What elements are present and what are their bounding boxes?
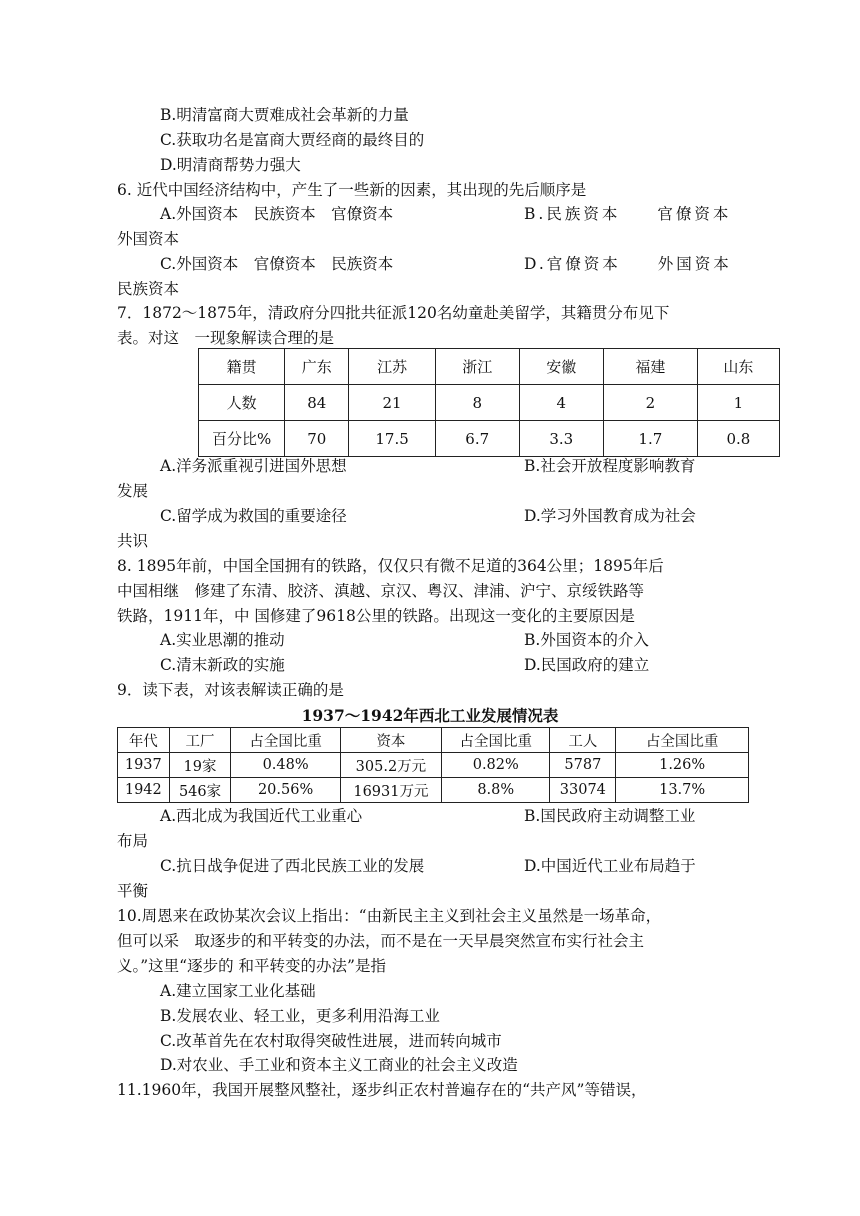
table-cell: 资本 (340, 728, 441, 753)
table-cell: 浙江 (435, 349, 519, 385)
table-cell: 21 (349, 385, 435, 421)
option-c: C.获取功名是富商大贾经商的最终目的 (160, 131, 425, 149)
table-cell: 3.3 (519, 421, 603, 457)
q9-option-c: C.抗日战争促进了西北民族工业的发展 (160, 857, 425, 875)
q7-option-b-wrap: 发展 (117, 482, 149, 500)
table-row (199, 421, 780, 457)
q10-option-b: B.发展农业、轻工业，更多利用沿海工业 (160, 1007, 440, 1025)
table-cell: 百分比% (199, 421, 285, 457)
q8-option-c: C.清末新政的实施 (160, 656, 285, 674)
table-cell: 占全国比重 (231, 728, 340, 753)
table-row (118, 753, 749, 778)
enrollment-origin-table (198, 348, 780, 457)
question-8-stem-line1: 8. 1895年前，中国全国拥有的铁路，仅仅只有微不足道的364公里；1895年后 (117, 557, 664, 575)
q7-option-b: B.社会开放程度影响教育 (524, 457, 696, 475)
table-cell: 20.56% (231, 778, 340, 803)
q9-option-b-wrap: 布局 (117, 832, 149, 850)
q10-option-a: A.建立国家工业化基础 (160, 982, 316, 1000)
table-cell: 8.8% (442, 778, 550, 803)
table-cell: 1.26% (616, 753, 749, 778)
table-cell: 1937 (118, 753, 170, 778)
q6-option-a: A.外国资本 民族资本 官僚资本 (160, 205, 394, 223)
table-cell: 年代 (118, 728, 170, 753)
table-cell: 13.7% (616, 778, 749, 803)
q9-option-d-wrap: 平衡 (117, 882, 149, 900)
table-row (199, 385, 780, 421)
q6-option-d-wrap: 民族资本 (117, 280, 180, 298)
table-cell: 籍贯 (199, 349, 285, 385)
table-cell: 山东 (697, 349, 779, 385)
q9-option-b: B.国民政府主动调整工业 (524, 807, 696, 825)
q9-option-a: A.西北成为我国近代工业重心 (160, 807, 363, 825)
table-cell: 江苏 (349, 349, 435, 385)
q8-option-b: B.外国资本的介入 (524, 631, 649, 649)
table-row (118, 728, 749, 753)
table-row (199, 349, 780, 385)
question-8-stem-line3: 铁路，1911年，中 国修建了9618公里的铁路。出现这一变化的主要原因是 (117, 607, 635, 625)
table-cell: 人数 (199, 385, 285, 421)
q6-option-c: C.外国资本 官僚资本 民族资本 (160, 255, 394, 273)
question-11-stem-line1: 11.1960年，我国开展整风整社，逐步纠正农村普遍存在的“共产风”等错误， (117, 1081, 647, 1099)
table-cell: 安徽 (519, 349, 603, 385)
table-cell: 8 (435, 385, 519, 421)
table-cell: 33074 (550, 778, 616, 803)
table-cell: 占全国比重 (616, 728, 749, 753)
option-d: D.明清商帮势力强大 (160, 156, 301, 174)
q7-option-a: A.洋务派重视引进国外思想 (160, 457, 347, 475)
table-cell: 工人 (550, 728, 616, 753)
table-cell: 1.7 (603, 421, 697, 457)
table-cell: 0.48% (231, 753, 340, 778)
table-cell: 0.82% (442, 753, 550, 778)
q8-option-d: D.民国政府的建立 (524, 656, 650, 674)
q7-option-c: C.留学成为救国的重要途径 (160, 507, 347, 525)
table-cell: 1 (697, 385, 779, 421)
q6-option-b: B.民族资本 官僚资本 (524, 205, 732, 223)
table-cell: 16931万元 (340, 778, 441, 803)
q8-option-a: A.实业思潮的推动 (160, 631, 285, 649)
question-9-stem: 9．读下表，对该表解读正确的是 (117, 681, 344, 699)
northwest-industry-table (117, 727, 749, 803)
table-cell: 0.8 (697, 421, 779, 457)
table-caption: 1937～1942年西北工业发展情况表 (301, 706, 559, 725)
question-10-stem-line1: 10.周恩来在政协某次会议上指出：“由新民主主义到社会主义虽然是一场革命， (117, 907, 662, 925)
table-cell: 5787 (550, 753, 616, 778)
q9-option-d: D.中国近代工业布局趋于 (524, 857, 696, 875)
question-7-stem-line2: 表。对这 一现象解读合理的是 (117, 329, 335, 347)
table-cell: 广东 (285, 349, 349, 385)
table-cell: 福建 (603, 349, 697, 385)
table-cell: 17.5 (349, 421, 435, 457)
table-cell: 1942 (118, 778, 170, 803)
q6-option-d: D.官僚资本 外国资本 (524, 255, 732, 273)
q6-option-b-wrap: 外国资本 (117, 230, 180, 248)
table-cell: 占全国比重 (442, 728, 550, 753)
q7-option-d: D.学习外国教育成为社会 (524, 507, 696, 525)
table-row (118, 778, 749, 803)
q10-option-c: C.改革首先在农村取得突破性进展，进而转向城市 (160, 1032, 502, 1050)
table-cell: 19家 (169, 753, 231, 778)
q10-option-d: D.对农业、手工业和资本主义工商业的社会主义改造 (160, 1056, 518, 1074)
table-cell: 546家 (169, 778, 231, 803)
table-cell: 2 (603, 385, 697, 421)
question-10-stem-line2: 但可以采 取逐步的和平转变的办法，而不是在一天早晨突然宣布实行社会主 (117, 932, 645, 950)
question-7-stem-line1: 7．1872～1875年，清政府分四批共征派120名幼童赴美留学，其籍贯分布见下 (117, 304, 670, 322)
question-8-stem-line2: 中国相继 修建了东清、胶济、滇越、京汉、粤汉、津浦、沪宁、京绥铁路等 (117, 582, 645, 600)
table-cell: 84 (285, 385, 349, 421)
question-10-stem-line3: 义。”这里“逐步的 和平转变的办法”是指 (117, 957, 386, 975)
table-cell: 工厂 (169, 728, 231, 753)
question-6-stem: 6. 近代中国经济结构中，产生了一些新的因素，其出现的先后顺序是 (117, 181, 587, 199)
q7-option-d-wrap: 共识 (117, 532, 149, 550)
table-cell: 6.7 (435, 421, 519, 457)
table-cell: 4 (519, 385, 603, 421)
option-b: B.明清富商大贾难成社会革新的力量 (160, 106, 409, 124)
table-cell: 70 (285, 421, 349, 457)
table-cell: 305.2万元 (340, 753, 441, 778)
